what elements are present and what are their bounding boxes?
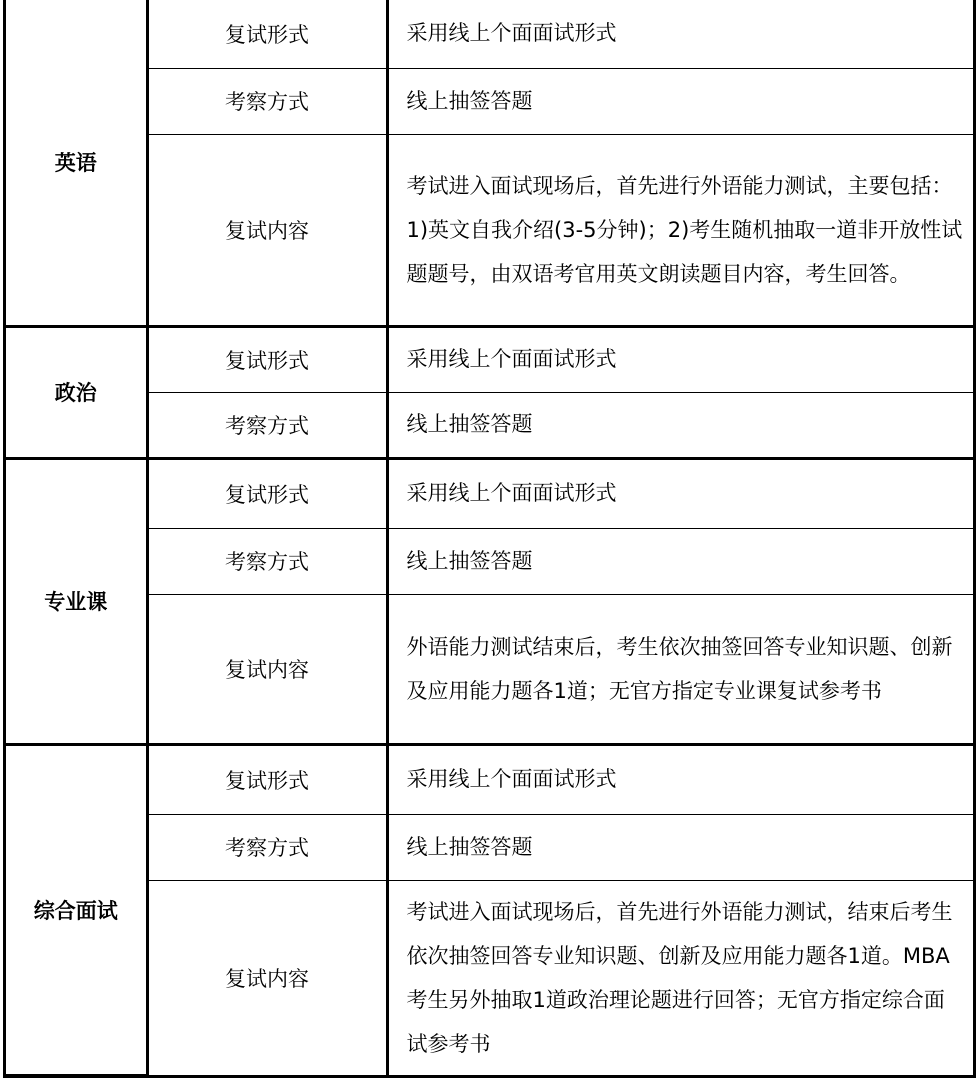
row-value: 考试进入面试现场后，首先进行外语能力测试，主要包括：1)英文自我介绍(3-5分钟)；2)考生随机抽取一道非开放性试题题号，由双语考官用英文朗读题目内容，考生回答。 — [387, 134, 973, 326]
row-value: 外语能力测试结束后，考生依次抽签回答专业知识题、创新及应用能力题各1道；无官方指定专业课复试参考书 — [387, 594, 973, 744]
row-value: 线上抽签答题 — [387, 68, 973, 134]
table-row — [6, 326, 973, 392]
table-row — [6, 68, 973, 134]
row-value: 采用线上个面面试形式 — [387, 0, 973, 68]
row-label: 复试形式 — [147, 0, 387, 68]
table-row — [6, 744, 973, 814]
row-value: 采用线上个面面试形式 — [387, 744, 973, 814]
table-row — [6, 458, 973, 528]
row-label: 复试形式 — [147, 458, 387, 528]
row-label: 考察方式 — [147, 392, 387, 458]
section-name-english: 英语 — [6, 0, 147, 326]
row-value: 采用线上个面面试形式 — [387, 326, 973, 392]
table-row — [6, 814, 973, 880]
row-label: 考察方式 — [147, 528, 387, 594]
section-name-major-course: 专业课 — [6, 458, 147, 744]
row-label: 考察方式 — [147, 68, 387, 134]
row-label: 复试内容 — [147, 594, 387, 744]
table-row — [6, 880, 973, 1075]
row-label: 考察方式 — [147, 814, 387, 880]
row-label: 复试内容 — [147, 134, 387, 326]
row-value: 线上抽签答题 — [387, 528, 973, 594]
retest-info-table — [6, 0, 973, 1075]
row-label: 复试内容 — [147, 880, 387, 1075]
row-label: 复试形式 — [147, 326, 387, 392]
retest-info-table-frame — [3, 0, 976, 1078]
table-row — [6, 528, 973, 594]
row-label: 复试形式 — [147, 744, 387, 814]
row-value: 线上抽签答题 — [387, 392, 973, 458]
section-name-politics: 政治 — [6, 326, 147, 458]
table-row — [6, 134, 973, 326]
table-row — [6, 594, 973, 744]
row-value: 考试进入面试现场后，首先进行外语能力测试，结束后考生依次抽签回答专业知识题、创新及应用能力题各1道。MBA 考生另外抽取1道政治理论题进行回答；无官方指定综合面试参考书 — [406, 899, 953, 1056]
row-value: 线上抽签答题 — [387, 814, 973, 880]
table-row — [6, 0, 973, 68]
table-row — [6, 392, 973, 458]
row-value: 采用线上个面面试形式 — [387, 458, 973, 528]
section-name-comprehensive-interview: 综合面试 — [6, 744, 147, 1075]
